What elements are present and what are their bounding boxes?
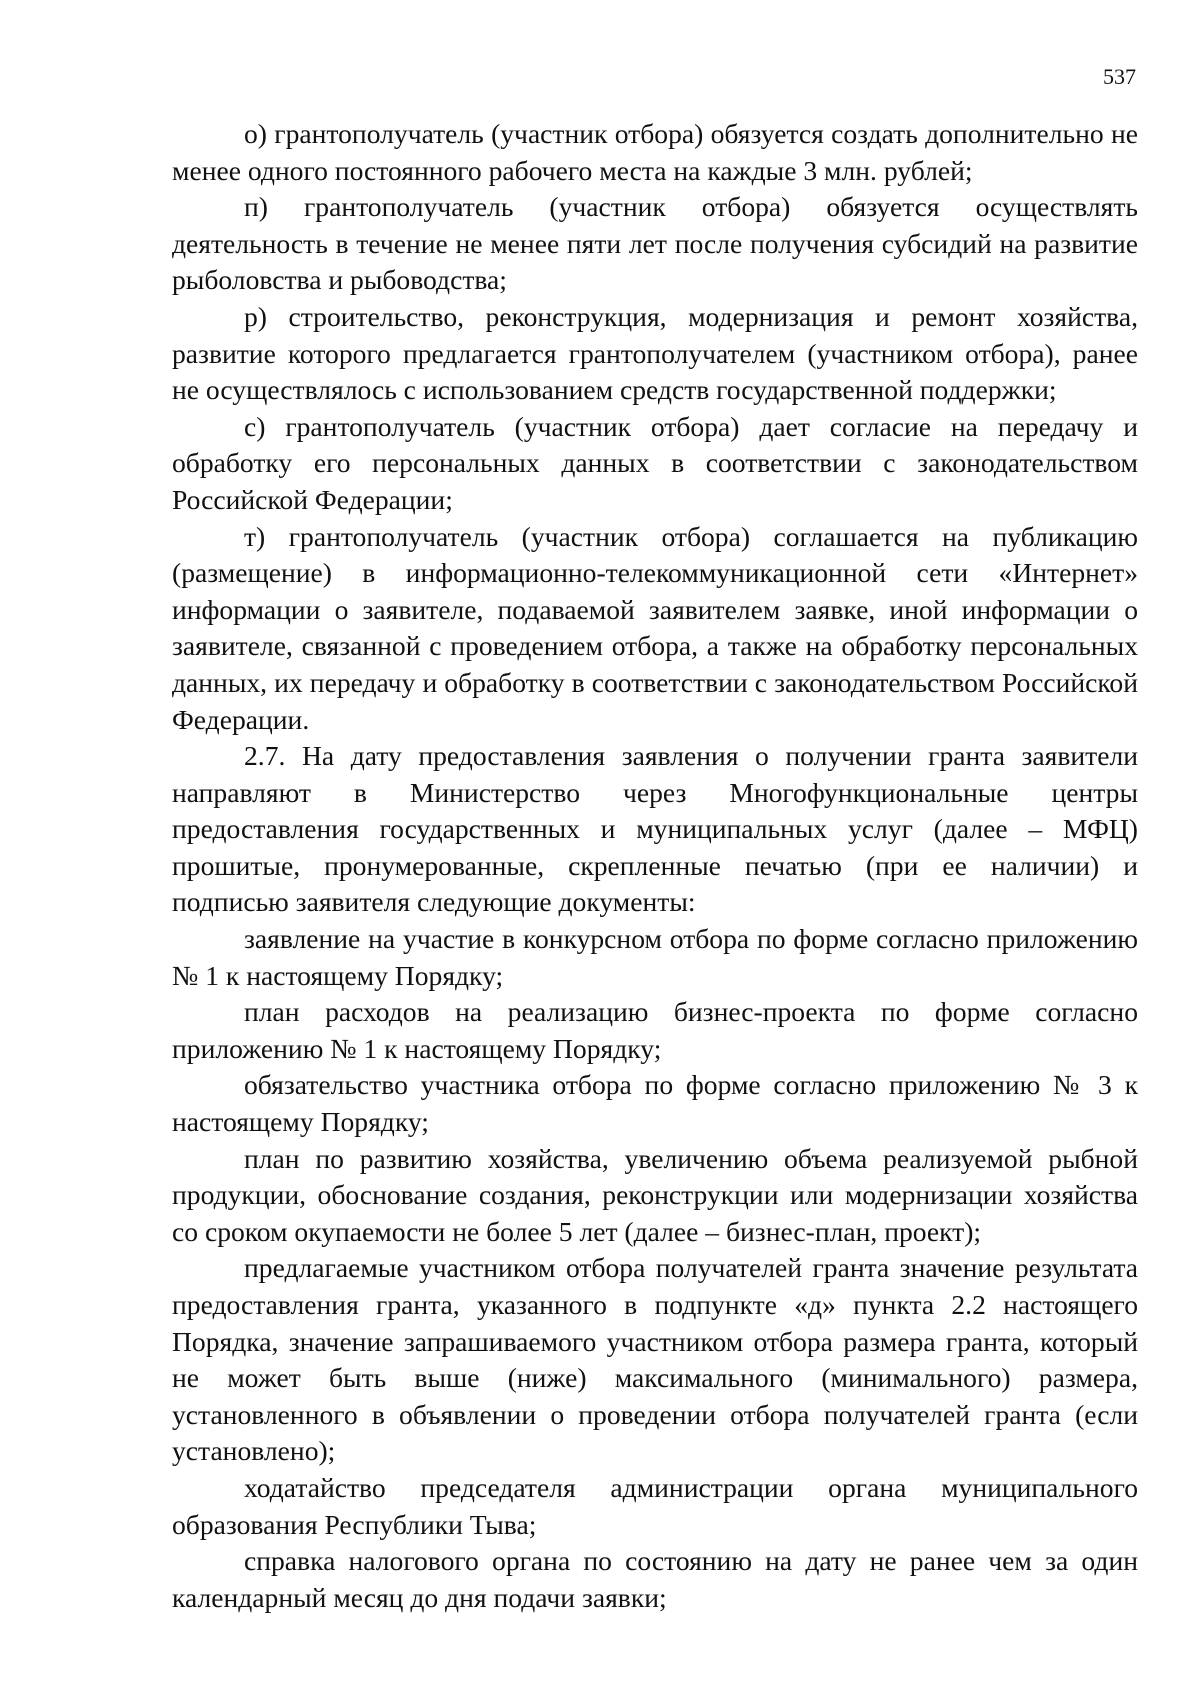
paragraph-s: с) грантополучатель (участник отбора) дает согласие на передачу и обработку его персональных данных в соответствии с законодательством Российской Федерации; <box>172 410 1138 515</box>
paragraph-o: о) грантополучатель (участник отбора) обязуется создать дополнительно не менее одного постоянного рабочего места на каждые 3 млн. рублей; <box>172 118 1138 186</box>
document-body <box>172 116 1138 1616</box>
document-item-application: заявление на участие в конкурсном отбора по форме согласно приложению № 1 к настоящему Порядку; <box>172 923 1138 991</box>
document-item-petition: ходатайство председателя администрации органа муниципального образования Республики Тыва; <box>172 1471 1138 1540</box>
page-number: 537 <box>1103 64 1136 89</box>
paragraph-2-7: 2.7. На дату предоставления заявления о получении гранта заявители направляют в Министерство через Многофункциональные центры предоставления государственных и муниципальных услуг (далее – МФЦ) прошитые, пронумерованные, скрепленные печатью (при ее наличии) и подписью заявителя следующие документы: <box>172 740 1138 918</box>
document-item-tax-certificate: справка налогового органа по состоянию на дату не ранее чем за один календарный месяц до дня подачи заявки; <box>172 1545 1138 1613</box>
paragraph-p: п) грантополучатель (участник отбора) обязуется осуществлять деятельность в течение не менее пяти лет после получения субсидий на развитие рыболовства и рыбоводства; <box>172 191 1138 296</box>
paragraph-r: р) строительство, реконструкция, модернизация и ремонт хозяйства, развитие которого предлагается грантополучателем (участником отбора), ранее не осуществлялось с использованием средств государственной поддержки; <box>172 300 1138 406</box>
document-item-obligation: обязательство участника отбора по форме согласно приложению № 3 к настоящему Порядку; <box>172 1069 1138 1138</box>
paragraph-t: т) грантополучатель (участник отбора) соглашается на публикацию (размещение) в информационно-телекоммуникационной сети «Интернет» информации о заявителе, подаваемой заявителем заявке, иной информации о заявителе, связанной с проведением отбора, а также на обработку персональных данных, их передачу и обработку в соответствии с законодательством Российской Федерации. <box>172 520 1138 735</box>
document-item-grant-result: предлагаемые участником отбора получателей гранта значение результата предоставления гранта, указанного в подпункте «д» пункта 2.2 настоящего Порядка, значение запрашиваемого участником отбора размера гранта, который не может быть выше (ниже) максимального (минимального) размера, установленного в объявлении о проведении отбора получателей гранта (если установлено); <box>172 1252 1138 1467</box>
document-item-expense-plan: план расходов на реализацию бизнес-проекта по форме согласно приложению № 1 к настоящему Порядку; <box>172 996 1138 1064</box>
document-item-business-plan: план по развитию хозяйства, увеличению объема реализуемой рыбной продукции, обоснование создания, реконструкции или модернизации хозяйства со сроком окупаемости не более 5 лет (далее – бизнес-план, проект); <box>172 1142 1138 1247</box>
